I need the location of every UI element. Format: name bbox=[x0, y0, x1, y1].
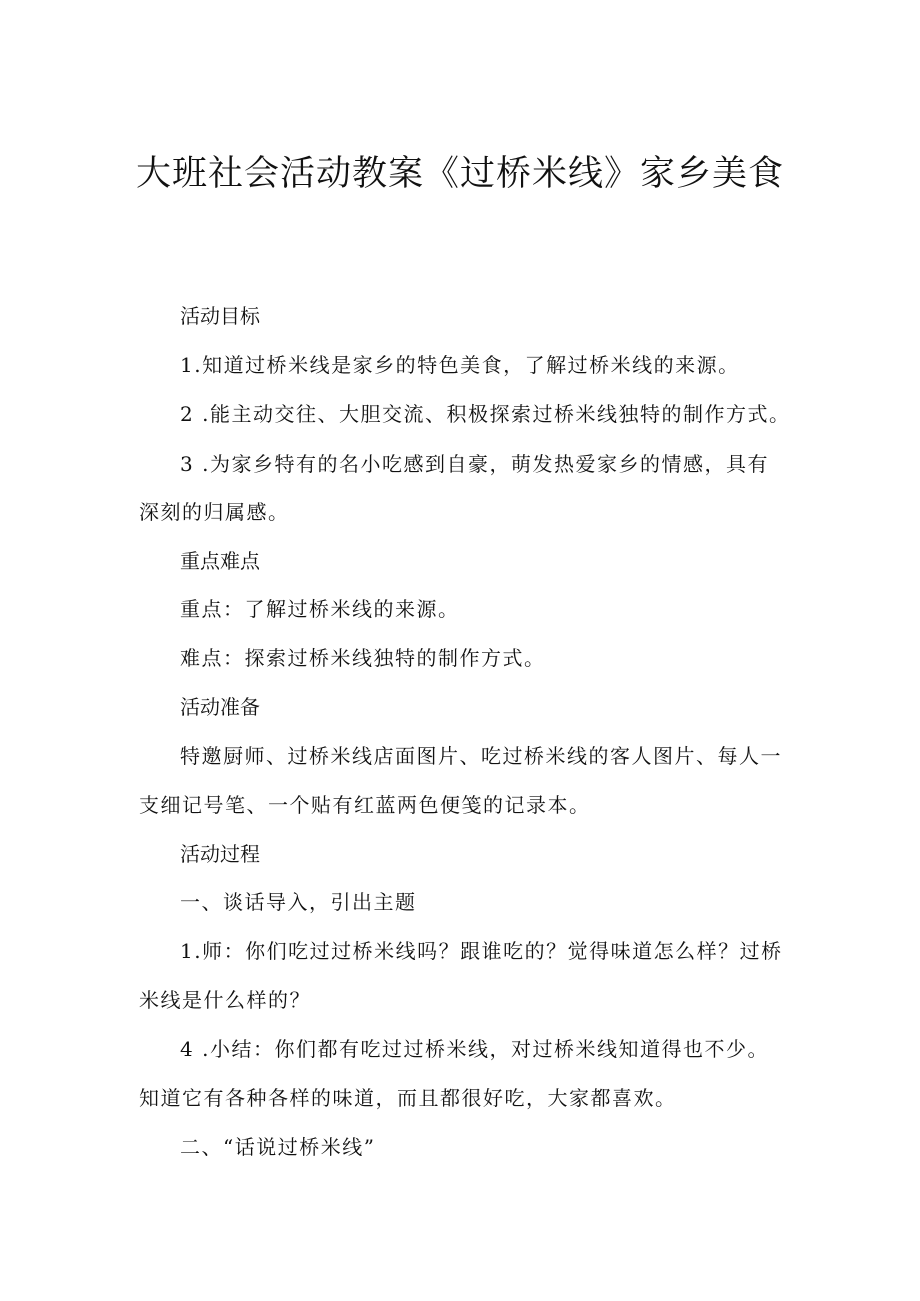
key-point: 重点：了解过桥米线的来源。 bbox=[180, 597, 460, 621]
goal-item-2: 2 .能主动交往、大胆交流、积极探索过桥米线独特的制作方式。 bbox=[180, 402, 791, 426]
heading-activity-goals: 活动目标 bbox=[180, 304, 260, 328]
process-summary-continued: 知道它有各种各样的味道，而且都很好吃，大家都喜欢。 bbox=[139, 1086, 677, 1110]
difficult-point: 难点：探索过桥米线独特的制作方式。 bbox=[180, 646, 546, 670]
process-item-1: 1.师：你们吃过过桥米线吗？跟谁吃的？觉得味道怎么样？过桥 bbox=[180, 939, 783, 963]
section-2-heading: 二、“话说过桥米线” bbox=[180, 1135, 376, 1159]
preparation-text: 特邀厨师、过桥米线店面图片、吃过桥米线的客人图片、每人一 bbox=[180, 744, 782, 768]
goal-item-1: 1.知道过桥米线是家乡的特色美食，了解过桥米线的来源。 bbox=[180, 353, 740, 377]
process-item-1-continued: 米线是什么样的？ bbox=[139, 988, 311, 1012]
document-title: 大班社会活动教案《过桥米线》家乡美食 bbox=[135, 154, 784, 194]
goal-item-3: 3 .为家乡特有的名小吃感到自豪，萌发热爱家乡的情感，具有 bbox=[180, 452, 769, 476]
heading-activity-process: 活动过程 bbox=[180, 842, 260, 866]
heading-key-difficulties: 重点难点 bbox=[180, 549, 260, 573]
section-1-heading: 一、谈话导入，引出主题 bbox=[180, 890, 417, 914]
heading-preparation: 活动准备 bbox=[180, 695, 260, 719]
goal-item-3-continued: 深刻的归属感。 bbox=[139, 500, 290, 524]
process-summary: 4 .小结：你们都有吃过过桥米线，对过桥米线知道得也不少。 bbox=[180, 1037, 769, 1061]
preparation-text-continued: 支细记号笔、一个贴有红蓝两色便笺的记录本。 bbox=[139, 793, 591, 817]
